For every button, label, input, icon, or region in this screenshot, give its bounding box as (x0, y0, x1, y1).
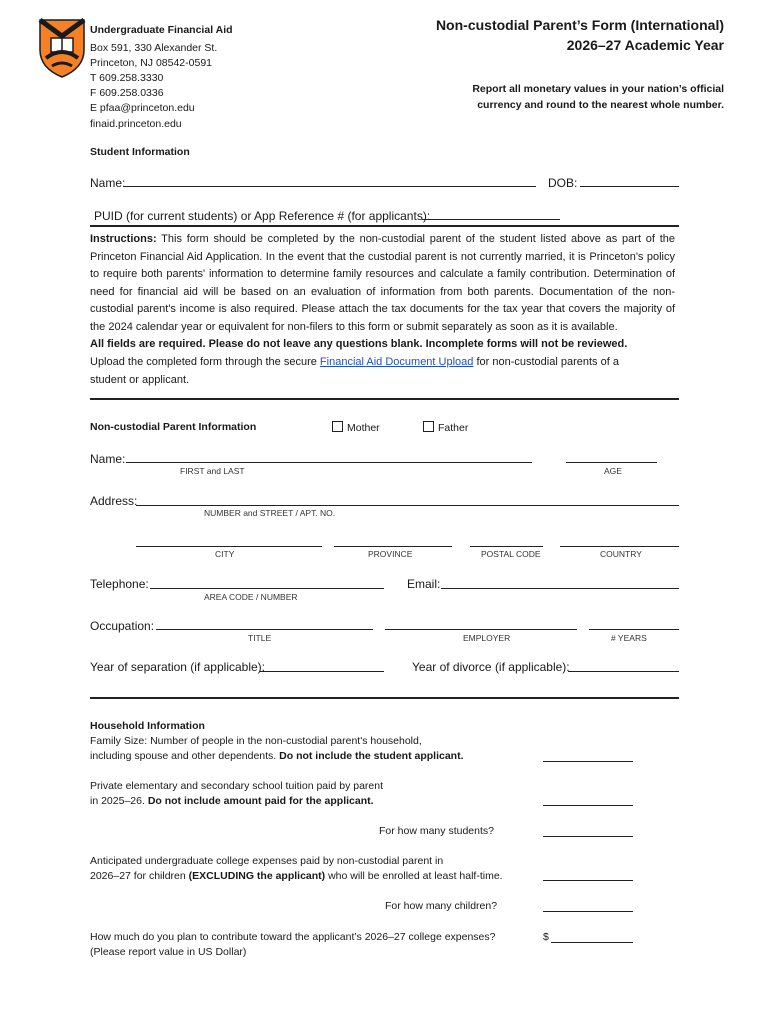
upload-paragraph (90, 354, 650, 389)
telephone-label: Telephone: (90, 577, 149, 591)
contribute-line2: (Please report value in US Dollar) (90, 946, 247, 958)
tuition-line1: Private elementary and secondary school tuition paid by parent (90, 780, 384, 792)
parent-name-field[interactable] (126, 462, 532, 463)
mother-label: Mother (347, 422, 380, 434)
divorce-field[interactable] (568, 671, 679, 672)
tuition-bold-note: Do not include amount paid for the applicant. (147, 795, 374, 807)
years-sublabel: # YEARS (611, 633, 647, 643)
divorce-label: Year of divorce (if applicable): (412, 660, 570, 674)
parent-name-label: Name: (90, 452, 126, 466)
employer-field[interactable] (385, 629, 577, 630)
academic-year: 2026–27 Academic Year (566, 37, 724, 53)
street-field[interactable] (136, 505, 679, 506)
college-line2 (90, 870, 503, 882)
street-sublabel: NUMBER and STREET / APT. NO. (204, 508, 336, 518)
name-sublabel: FIRST and LAST (180, 466, 245, 476)
student-dob-field[interactable] (580, 186, 679, 187)
family-size-line2 (90, 750, 464, 762)
father-label: Father (438, 422, 469, 434)
college-amount-field[interactable] (543, 880, 633, 881)
telephone-field[interactable] (150, 588, 384, 589)
office-fax: F 609.258.0336 (90, 87, 164, 99)
student-dob-label: DOB: (548, 176, 578, 190)
currency-note-line2: currency and round to the nearest whole number. (477, 99, 724, 111)
family-size-field[interactable] (543, 761, 633, 762)
section-rule (90, 697, 679, 699)
family-size-line1: Family Size: Number of people in the non-custodial parent's household, (90, 735, 422, 747)
province-field[interactable] (334, 546, 452, 547)
student-name-field[interactable] (124, 186, 536, 187)
employer-sublabel: EMPLOYER (463, 633, 511, 643)
instructions-label: Instructions: (90, 233, 157, 245)
postal-code-field[interactable] (470, 546, 543, 547)
tuition-text: in 2025–26. (90, 795, 148, 807)
office-email: E pfaa@princeton.edu (90, 102, 195, 114)
student-info-heading: Student Information (90, 146, 190, 158)
office-name: Undergraduate Financial Aid (90, 24, 233, 36)
address-label: Address: (90, 494, 138, 508)
upload-text-pre: Upload the completed form through the secure (90, 356, 320, 368)
occupation-label: Occupation: (90, 619, 155, 633)
form-title: Non-custodial Parent’s Form (International) (435, 17, 724, 33)
age-sublabel: AGE (604, 466, 622, 476)
section-rule (90, 225, 679, 227)
parent-age-field[interactable] (566, 462, 657, 463)
family-size-bold-note: Do not include the student applicant. (279, 750, 464, 762)
college-children-label: For how many children? (385, 900, 498, 912)
upload-text-post: for non-custodial parents of a student or applicant. (90, 356, 619, 386)
student-name-label: Name: (90, 176, 126, 190)
tuition-students-field[interactable] (543, 836, 633, 837)
puid-label: PUID (for current students) or App Reference # (for applicants): (94, 209, 431, 223)
title-sublabel: TITLE (248, 633, 272, 643)
separation-label: Year of separation (if applicable): (90, 660, 265, 674)
required-note: All fields are required. Please do not leave any questions blank. Incomplete forms will not be reviewed. (90, 338, 628, 350)
princeton-shield-logo (38, 16, 86, 78)
contribute-line1: How much do you plan to contribute toward the applicant’s 2026–27 college expenses? (90, 931, 496, 943)
currency-symbol: $ (543, 931, 549, 943)
separation-field[interactable] (260, 671, 384, 672)
email-field[interactable] (441, 588, 679, 589)
email-label: Email: (407, 577, 441, 591)
tuition-amount-field[interactable] (543, 805, 633, 806)
office-phone: T 609.258.3330 (90, 72, 164, 84)
mother-option[interactable] (332, 421, 380, 434)
mother-checkbox[interactable] (332, 421, 343, 432)
office-address-line1: Box 591, 330 Alexander St. (90, 42, 218, 54)
telephone-sublabel: AREA CODE / NUMBER (204, 592, 298, 602)
city-field[interactable] (136, 546, 322, 547)
college-children-field[interactable] (543, 911, 633, 912)
currency-note-line1: Report all monetary values in your nation’s official (472, 83, 724, 95)
college-line1: Anticipated undergraduate college expenses paid by non-custodial parent in (90, 855, 444, 867)
section-rule (90, 398, 679, 400)
city-sublabel: CITY (215, 549, 235, 559)
tuition-line2 (90, 795, 374, 807)
years-field[interactable] (589, 629, 679, 630)
tuition-students-label: For how many students? (379, 825, 494, 837)
father-checkbox[interactable] (423, 421, 434, 432)
instructions-text: This form should be completed by the non-custodial parent of the student listed above as part of the Princeton Financial Aid Application. In the event that the custodial parent is not currently married, it is Princeton's policy to require both parents' information to determine family resources and calculate a family contribution. Determination of need for financial aid will be based on an evaluation of information from both parents. Documentation of the non-custodial parent's income is also required. Please attach the tax documents for the tax year that covers the majority of the 2024 calendar year or equivalent for non-filers to this form or submit separately as soon as it is available. (90, 233, 675, 333)
office-website[interactable]: finaid.princeton.edu (90, 118, 182, 130)
college-text-post: who will be enrolled at least half-time. (325, 870, 503, 882)
college-bold-note: (EXCLUDING the applicant) (188, 870, 326, 882)
occupation-title-field[interactable] (156, 629, 373, 630)
office-address-line2: Princeton, NJ 08542-0591 (90, 57, 212, 69)
father-option[interactable] (423, 421, 468, 434)
college-text-pre: 2026–27 for children (90, 870, 189, 882)
contribution-field[interactable] (551, 942, 633, 943)
instructions-paragraph (90, 231, 675, 336)
country-field[interactable] (560, 546, 679, 547)
country-sublabel: COUNTRY (600, 549, 642, 559)
family-size-text: including spouse and other dependents. (90, 750, 280, 762)
document-upload-link[interactable]: Financial Aid Document Upload (319, 356, 474, 368)
province-sublabel: PROVINCE (368, 549, 413, 559)
puid-field[interactable] (422, 219, 560, 220)
household-heading: Household Information (90, 720, 205, 732)
parent-info-heading: Non-custodial Parent Information (90, 421, 257, 433)
postal-code-sublabel: POSTAL CODE (481, 549, 541, 559)
